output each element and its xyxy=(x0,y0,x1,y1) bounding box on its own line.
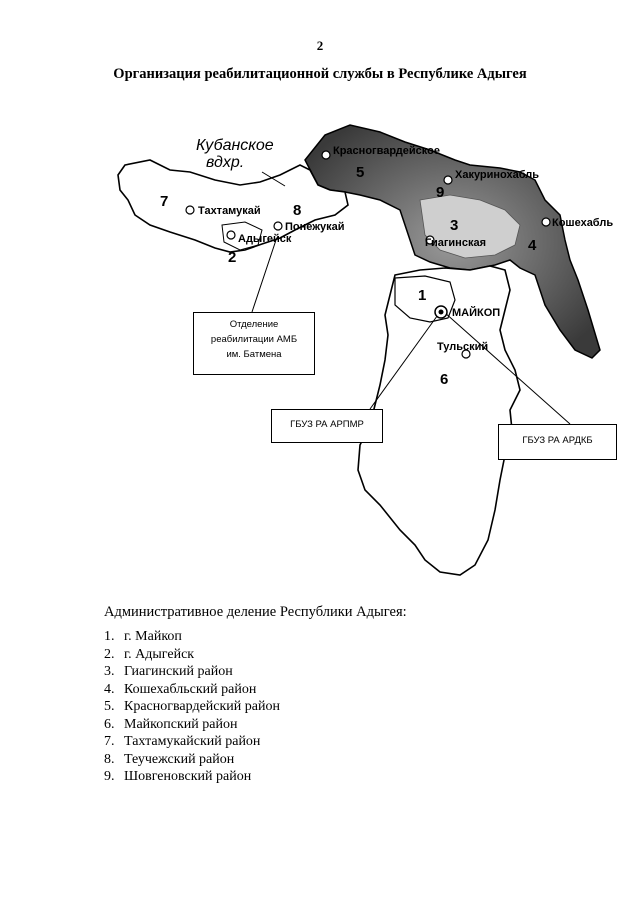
page-number: 2 xyxy=(316,38,324,53)
krasnogvardeyskoe-marker xyxy=(322,151,330,159)
amb-rehab-callout xyxy=(193,312,315,375)
label-maykop: МАЙКОП xyxy=(452,307,501,319)
district-number-9: 9 xyxy=(436,184,445,201)
list-item: 3. Гиагинский район xyxy=(104,664,233,679)
reservoir-label-2: вдхр. xyxy=(206,154,245,171)
reservoir-label-1: Кубанское xyxy=(196,137,274,154)
amb-callout-line2: реабилитации АМБ xyxy=(210,334,298,345)
arpmr-callout: ГБУЗ РА АРПМР xyxy=(271,409,383,443)
label-giaginskaya: Гиагинская xyxy=(425,237,486,249)
district-number-7: 7 xyxy=(160,193,169,210)
document-title: Организация реабилитационной службы в Республике Адыгея xyxy=(113,66,527,82)
list-item: 7. Тахтамукайский район xyxy=(104,734,261,749)
district-number-8: 8 xyxy=(293,202,302,219)
label-ponezhukay: Понежукай xyxy=(285,221,345,233)
adygeysk-marker xyxy=(227,231,235,239)
ponezhukay-marker xyxy=(274,222,282,230)
label-khakurinokhabl: Хакуринохабль xyxy=(455,169,540,181)
amb-callout-line3: им. Батмена xyxy=(226,349,282,360)
district-list xyxy=(104,628,280,786)
list-item: 9. Шовгеновский район xyxy=(104,769,252,784)
district-number-6: 6 xyxy=(440,371,449,388)
list-item: 2. г. Адыгейск xyxy=(104,646,195,662)
label-koshekhabl: Кошехабль xyxy=(552,217,614,229)
list-item: 5. Красногвардейский район xyxy=(104,699,280,714)
district-number-2: 2 xyxy=(228,249,237,266)
takhtamukay-marker xyxy=(186,206,194,214)
khakurinokhabl-marker xyxy=(444,176,452,184)
list-item: 6. Майкопский район xyxy=(104,716,238,732)
label-tulskiy: Тульский xyxy=(437,341,489,353)
label-takhtamukay: Тахтамукай xyxy=(198,205,261,217)
list-item: 8. Теучежский район xyxy=(104,751,235,767)
label-adygeysk: Адыгейск xyxy=(238,233,292,245)
koshekhabl-marker xyxy=(542,218,550,226)
maykop-marker-dot xyxy=(439,310,444,315)
district-number-1: 1 xyxy=(418,287,427,304)
section-heading: Административное деление Республики Адыгея: xyxy=(104,604,407,620)
ardkb-callout: ГБУЗ РА АРДКБ xyxy=(498,424,617,460)
list-item: 4. Кошехабльский район xyxy=(104,681,257,697)
district-number-4: 4 xyxy=(528,237,537,254)
list-item: 1. г. Майкоп xyxy=(104,629,182,644)
district-number-5: 5 xyxy=(356,164,365,181)
district-number-3: 3 xyxy=(450,217,459,234)
label-krasnogvardeyskoe: Красногвардейское xyxy=(333,145,440,157)
amb-callout-line1: Отделение xyxy=(229,319,279,330)
amb-leader-line xyxy=(252,240,276,312)
